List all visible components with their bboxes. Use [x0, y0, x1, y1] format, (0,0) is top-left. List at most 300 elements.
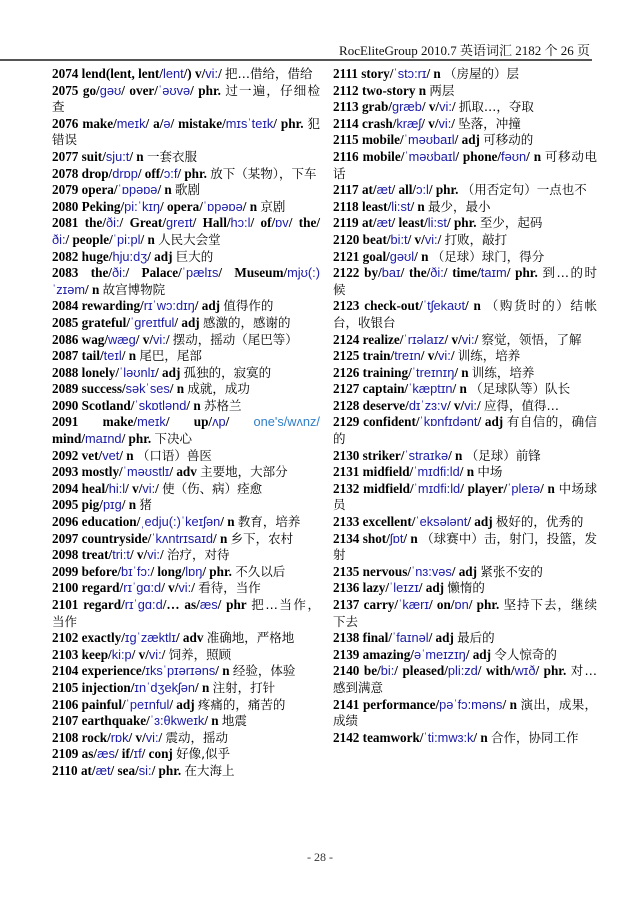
phonetic-text: fəʊn [501, 148, 527, 164]
vocab-entry [52, 464, 320, 481]
phonetic-text: ˈmɪdfi:ld [413, 480, 461, 496]
phonetic-text: treɪn [394, 348, 421, 364]
phonetic-text: ɔ:f [163, 165, 178, 181]
headword-text: 2115 mobile/ [333, 132, 404, 148]
headword-text: / phone/ [455, 148, 502, 164]
headword-text: / [474, 331, 482, 347]
headword-text: 2090 Scotland/ [52, 397, 135, 413]
chinese-definition: 可移动的 [483, 132, 534, 148]
phonetic-text: ˈkæptɪn [408, 381, 453, 397]
chinese-definition: 有自信的，确信的 [333, 414, 598, 447]
phonetic-text: ɪf [133, 746, 142, 762]
headword-text: 2131 midfield/ [333, 464, 414, 480]
headword-text: / over/ [121, 82, 158, 98]
chinese-definition: 把…当作，当作 [52, 597, 320, 629]
phonetic-text: bi:t [390, 231, 408, 247]
headword-text: / n [215, 663, 233, 679]
vocab-entry [52, 149, 320, 166]
headword-text: / n [195, 679, 213, 695]
headword-text: / adj [155, 364, 184, 380]
headword-text: / v/ [421, 99, 440, 115]
chinese-definition: 察觉，领悟，了解 [481, 331, 582, 347]
headword-text: 2101 regard/ [52, 597, 125, 612]
phonetic-text: ˈtreɪnɪŋ [411, 364, 455, 380]
chinese-definition: 最少，最小 [428, 198, 491, 214]
headword-text: 2091 make/ [52, 414, 138, 430]
chinese-definition: 巨大的 [175, 248, 214, 264]
chinese-definition: 经验，体验 [232, 663, 296, 679]
phonetic-text: vi: [142, 480, 156, 496]
phonetic-text: ði: [430, 265, 444, 281]
phonetic-text: gəʊ [99, 82, 122, 98]
vocab-entry [52, 365, 320, 382]
headword-text: 2106 painful/ [52, 696, 126, 712]
headword-text: / n [502, 696, 521, 712]
headword-text: 2110 at/ [52, 762, 96, 778]
phonetic-text: gəʊl [389, 248, 415, 264]
headword-text: / n [169, 381, 188, 397]
headword-text: / adj [454, 132, 484, 148]
chinese-definition: 教育，培养 [237, 514, 301, 530]
vocab-entry [52, 298, 320, 315]
vocab-entry [52, 580, 320, 597]
chinese-definition: 成就，成功 [187, 381, 250, 397]
headword-text: 2125 train/ [333, 348, 395, 364]
chinese-definition: 不久以后 [235, 563, 286, 579]
headword-text: / n [465, 298, 486, 314]
vocab-entry [333, 249, 597, 266]
phonetic-text: æt [376, 215, 392, 231]
headword-text: 2117 at/ [333, 182, 377, 198]
headword-text: / v/ [161, 580, 179, 596]
headword-text: / v/ [125, 480, 143, 496]
chinese-definition: 紧张不安的 [480, 563, 543, 579]
phonetic-text: ˈskɒtlənd [134, 397, 187, 413]
headword-text: / v/ [128, 729, 146, 745]
chinese-definition: 把…借给，借给 [225, 66, 313, 81]
vocab-entry [333, 630, 597, 647]
headword-text: / Museum/ [218, 265, 288, 281]
phonetic-text: vi: [439, 99, 452, 115]
vocab-entry [52, 166, 320, 183]
headword-text: / [477, 397, 484, 413]
chinese-definition: 猪 [139, 497, 152, 513]
headword-text: / off/ [137, 165, 164, 181]
headword-text: / n [452, 381, 471, 397]
headword-text: 2135 nervous/ [333, 563, 412, 579]
headword-text: 2082 huge/ [52, 248, 113, 264]
phonetic-text: maɪnd [84, 431, 122, 447]
headword-text: 2141 performance/ [333, 696, 440, 712]
phonetic-text: ˈpeɪnful [125, 696, 170, 712]
headword-text: / [191, 580, 199, 596]
headword-text: / adj [418, 580, 448, 596]
vocab-entry [333, 66, 597, 83]
vocab-entry [52, 315, 320, 332]
headword-text: / n [540, 480, 559, 496]
chinese-definition: 中场 [477, 464, 503, 480]
headword-text: / n [140, 231, 159, 247]
headword-text: / Hall/ [192, 215, 231, 231]
chinese-definition: 人民大会堂 [158, 231, 221, 247]
headword-text: / adj [194, 298, 224, 314]
chinese-definition: 演出，成果，成绩 [333, 696, 597, 729]
phonetic-text: æt [95, 762, 111, 778]
headword-text: / adj [428, 630, 458, 646]
headword-text: / n [121, 348, 140, 364]
headword-text: 2098 treat/ [52, 547, 113, 563]
headword-text: / n [157, 182, 176, 198]
headword-text: 2111 story/ [333, 66, 394, 81]
vocab-entry [52, 182, 320, 199]
chinese-definition: 对…感到满意 [333, 663, 597, 695]
headword-text: / opera/ [160, 198, 203, 214]
vocab-entry [333, 597, 597, 630]
phonetic-text: vi: [148, 646, 162, 662]
headword-text: / phr. [121, 431, 155, 447]
headword-text: 2134 shot/ [333, 530, 390, 546]
vocab-entry [333, 531, 597, 564]
chinese-definition: 尾巴，尾部 [139, 348, 202, 364]
phonetic-text: pəˈfɔ:məns [439, 696, 503, 712]
headword-text: / n [526, 148, 546, 164]
chinese-definition: 饲养，照顾 [168, 646, 232, 662]
headword-text: / [165, 331, 173, 347]
phonetic-text: ˈmɪdfi:ld [413, 464, 460, 480]
headword-text: / time/ [443, 265, 481, 281]
chinese-definition: 懒惰的 [447, 580, 485, 596]
headword-text: / n [454, 364, 472, 380]
chinese-definition: 抓取…，夺取 [458, 99, 534, 115]
vocab-entry [52, 597, 320, 630]
chinese-definition: 歌剧 [175, 182, 201, 198]
headword-text: / Great/ [119, 215, 166, 231]
headword-text: / n [426, 66, 445, 81]
headword-text: / n [220, 514, 238, 530]
headword-text: / n [85, 281, 103, 297]
chinese-definition: 最后的 [457, 630, 495, 646]
chinese-definition: （球赛中）击，射门，投篮，发射 [333, 530, 597, 563]
phonetic-text: ði: [52, 231, 66, 247]
headword-text: 2100 regard/ [52, 580, 124, 596]
phonetic-text: ˈɒpəɒə [202, 198, 243, 214]
headword-text: 2103 keep/ [52, 646, 112, 662]
vocab-entry [333, 149, 597, 182]
headword-text: 2104 experience/ [52, 663, 146, 679]
vocab-entry [333, 365, 597, 382]
headword-text: / phr. [273, 115, 308, 131]
headword-text: / phr. [151, 762, 185, 778]
chinese-definition: 使（伤、病）痊愈 [162, 480, 263, 496]
headword-text: / phr. [190, 82, 226, 98]
headword-text: 2086 wag/ [52, 331, 109, 347]
headword-text: / phr. [177, 165, 211, 181]
phonetic-text: ˈməʊbaɪl [404, 148, 456, 164]
phonetic-text: vi: [464, 397, 477, 413]
phonetic-text: ki:p [111, 646, 132, 662]
vocab-entry [333, 116, 597, 133]
chinese-definition: 乡下，农村 [230, 530, 294, 546]
headword-text: / long/ [150, 563, 186, 579]
vocab-entry [52, 730, 320, 747]
phonetic-text: səkˈses [125, 381, 170, 397]
headword-text: / adj [467, 514, 496, 530]
chinese-definition: 疼痛的，痛苦的 [197, 696, 286, 712]
chinese-definition: 京剧 [260, 198, 286, 214]
headword-text: 2075 go/ [52, 82, 100, 98]
headword-text: / the/ [400, 265, 431, 281]
headword-text: 2107 earthquake/ [52, 713, 150, 729]
phonetic-text: ɪgˈzæktlɪ [124, 630, 176, 646]
headword-text: / adj [169, 696, 198, 712]
phonetic-text: ˈeksələnt [415, 514, 468, 530]
phonetic-text: baɪ [381, 265, 401, 281]
phonetic-text: ði: [106, 215, 120, 231]
vocab-entry [333, 83, 597, 100]
vocab-entry [52, 713, 320, 730]
chinese-definition: 到…的时候 [333, 265, 597, 297]
chinese-definition: 值得作的 [223, 298, 274, 314]
chinese-definition: （足球队等）队长 [470, 381, 571, 397]
headword-text: / n [242, 198, 261, 214]
phonetic-text: hi:l [108, 480, 126, 496]
vocab-entry [333, 414, 597, 447]
vocab-entry [333, 580, 597, 597]
phonetic-text: ˈɒpəɒə [117, 182, 158, 198]
headword-text: / least/ [391, 215, 428, 231]
phonetic-text: ɔ:l [416, 182, 429, 198]
chinese-definition: 至少，起码 [479, 215, 543, 231]
phonetic-text: ˈpælɪs [181, 265, 219, 281]
chinese-definition: 合作，协同工作 [491, 729, 579, 745]
vocab-entry [333, 215, 597, 232]
phonetic-text: meɪk [137, 414, 166, 430]
chinese-definition: 治疗，对待 [166, 547, 230, 563]
vocab-entry [52, 249, 320, 266]
vocab-entry [52, 564, 320, 581]
headword-text: / mistake/ [170, 115, 226, 131]
chinese-definition: 孤独的，寂寞的 [183, 364, 272, 380]
headword-text: / v/ [446, 397, 465, 413]
phonetic-text: meɪk [116, 115, 146, 131]
chinese-definition: 应得，值得… [483, 397, 559, 413]
phonetic-text: si: [138, 762, 152, 778]
phonetic-text: ˈnɜ:vəs [411, 563, 452, 579]
vocab-entry [52, 398, 320, 415]
headword-text: 2097 countryside/ [52, 530, 152, 546]
phonetic-text: greɪt [166, 215, 193, 231]
phonetic-text: ˈməʊbaɪl [403, 132, 455, 148]
headword-text: 2102 exactly/ [52, 630, 125, 646]
vocab-entry [333, 381, 597, 398]
chinese-definition: （足球）球门，得分 [431, 248, 545, 264]
phonetic-text: one's/wʌnz/ [253, 414, 320, 430]
headword-text: / n [448, 447, 466, 463]
vocab-entry [333, 298, 597, 331]
phonetic-text: ˈpleɪə [507, 480, 541, 496]
headword-text: 2137 carry/ [333, 597, 399, 612]
vocab-entry [333, 232, 597, 249]
headword-text: / n [119, 447, 137, 463]
phonetic-text: vi: [438, 115, 452, 131]
headword-text: / adv [175, 630, 207, 646]
phonetic-text: græb [391, 99, 422, 115]
headword-text: / n [473, 729, 492, 745]
chinese-definition: （购货时的）结帐台，收银台 [333, 298, 597, 330]
chinese-definition: 准确地，严格地 [206, 630, 295, 646]
vocab-entry [52, 448, 320, 465]
chinese-definition: 两层 [429, 82, 455, 98]
phonetic-text: ˈstɔ:rɪ [393, 66, 427, 81]
headword-text: 2126 training/ [333, 364, 412, 380]
chinese-definition: 好像,似乎 [176, 746, 231, 762]
headword-text: 2133 excellent/ [333, 514, 416, 530]
headword-text: 2074 lend(lent, lent/ [52, 66, 163, 81]
headword-text: 2080 Peking/ [52, 198, 125, 214]
headword-text: 2140 be/ [333, 663, 381, 679]
chinese-definition: 放下（某物），下车 [210, 165, 317, 181]
headword-text: 2093 mostly/ [52, 464, 123, 480]
headword-text: / people/ [65, 231, 113, 247]
vocab-entry [333, 265, 597, 298]
phonetic-text: teɪl [103, 348, 122, 364]
headword-text: 2142 teamwork/ [333, 729, 424, 745]
headword-text: / all/ [391, 182, 417, 198]
vocab-entry [52, 746, 320, 763]
headword-text: mind/ [52, 431, 85, 447]
vocab-entry [52, 680, 320, 697]
headword-text: 2118 least/ [333, 198, 392, 214]
vocab-entry [52, 547, 320, 564]
headword-text: / a/ [145, 115, 164, 131]
headword-text: 2139 amazing/ [333, 646, 414, 662]
headword-text: 2120 beat/ [333, 231, 391, 247]
phonetic-text: mɪsˈteɪk [225, 115, 274, 131]
phonetic-text: ˈfaɪnəl [391, 630, 429, 646]
headword-text: 2122 by/ [333, 265, 382, 281]
headword-text: 2096 education/ [52, 514, 141, 530]
headword-text: 2114 crash/ [333, 115, 397, 131]
vocab-entry [52, 697, 320, 714]
headword-text: 2116 mobile/ [333, 148, 405, 164]
chinese-definition: 可移动电话 [333, 148, 597, 181]
headword-text: / n [459, 464, 478, 480]
headword-text: 2105 injection/ [52, 679, 135, 695]
headword-text: / adj [477, 414, 507, 430]
headword-text: / n [121, 497, 140, 513]
headword-text: 2136 lazy/ [333, 580, 390, 596]
vocab-entry [52, 199, 320, 216]
phonetic-text: ˈəʊvə [157, 82, 191, 98]
headword-text: / adj [465, 646, 495, 662]
chinese-definition: （足球）前锋 [465, 447, 541, 463]
vocab-entry [52, 265, 320, 298]
vocab-entry [333, 730, 597, 747]
vocab-entry [52, 83, 320, 116]
phonetic-text: ˈpi:pl [112, 231, 141, 247]
headword-text: 2119 at/ [333, 215, 377, 231]
headword-text: / with/ [477, 663, 515, 679]
phonetic-text: ˈtʃekaʊt [422, 298, 465, 314]
chinese-definition: 训练，培养 [457, 348, 521, 364]
vocab-entry [52, 332, 320, 349]
headword-text: 2094 heal/ [52, 480, 109, 496]
headword-text: 2127 captain/ [333, 381, 409, 397]
headword-text: / adj [174, 314, 203, 330]
headword-text: / player/ [460, 480, 508, 496]
headword-text: 2129 confident/ [333, 414, 420, 430]
phonetic-text: tri:t [112, 547, 130, 563]
vocab-entry [52, 531, 320, 548]
vocab-entry [333, 697, 597, 730]
vocab-entry [333, 132, 597, 149]
chinese-definition: 下决心 [154, 431, 192, 447]
headword-text: / v/ [135, 331, 154, 347]
headword-text: 2083 the/ [52, 265, 112, 281]
phonetic-text: taɪm [480, 265, 507, 281]
phonetic-text: rɪˈgɑ:d [123, 580, 162, 596]
chinese-definition: 坚持下去，继续下去 [333, 597, 597, 629]
phonetic-text: li:st [391, 198, 411, 214]
phonetic-text: ɒn [454, 597, 469, 612]
phonetic-text: mjʊ(:)ˈzɪəm [52, 265, 320, 297]
phonetic-text: ˈkærɪ [398, 597, 429, 612]
headword-text: 2076 make/ [52, 115, 117, 131]
phonetic-text: ˈgreɪtful [130, 314, 175, 330]
phonetic-text: ɪnˈdʒekʃən [134, 679, 196, 695]
page-header: RocEliteGroup 2010.7 英语词汇 2182 个 26 页 [339, 43, 590, 58]
headword-text: / up/ [165, 414, 213, 430]
chinese-definition: 地震 [221, 713, 247, 729]
headword-text: / phr [217, 597, 252, 612]
vocab-column-right [333, 66, 597, 746]
vocab-entry [52, 381, 320, 398]
vocab-entry [333, 199, 597, 216]
headword-text: 2128 deserve/ [333, 397, 409, 413]
phonetic-text: ˌedju(:)ˈkeɪʃən [140, 514, 221, 530]
vocab-entry [52, 663, 320, 680]
headword-text: 2124 realize/ [333, 331, 404, 347]
chinese-definition: 苏格兰 [203, 397, 242, 413]
headword-text: / phr. [506, 265, 543, 281]
chinese-definition: 令人惊奇的 [494, 646, 557, 662]
headword-text: / phr. [447, 215, 480, 231]
chinese-definition: （用否定句）一点也不 [461, 182, 587, 198]
phonetic-text: pɪg [102, 497, 122, 513]
vocab-entry [52, 348, 320, 365]
headword-text: /… as/ [162, 597, 200, 612]
vocab-entry [333, 481, 597, 514]
headword-text: / v/ [131, 646, 149, 662]
chinese-definition: 在大海上 [184, 762, 235, 778]
vocab-entry [333, 182, 597, 199]
headword-text: / of/ [250, 215, 276, 231]
vocab-entry [52, 481, 320, 498]
phonetic-text: ˈleɪzɪ [389, 580, 419, 596]
headword-text: / [158, 729, 166, 745]
phonetic-text: li:st [427, 215, 447, 231]
headword-text: / [450, 348, 458, 364]
vocab-entry [52, 414, 320, 447]
chinese-definition: 主要地，大部分 [200, 464, 288, 480]
phonetic-text: vi: [461, 331, 475, 347]
phonetic-text: ʃɒt [389, 530, 404, 546]
phonetic-text: æs [97, 746, 115, 762]
header-divider [0, 59, 592, 61]
phonetic-text: vi: [205, 66, 219, 81]
vocab-entry [333, 398, 597, 415]
chinese-definition: 训练，培养 [471, 364, 535, 380]
